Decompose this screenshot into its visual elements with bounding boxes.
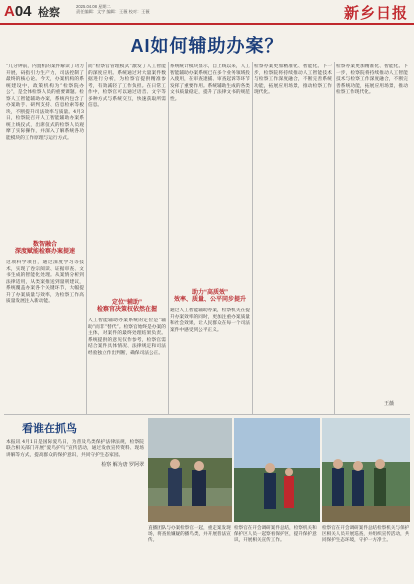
- article-col-2b: 人工智能辅助办案系统的定位是“辅助”而非“替代”。检察官始终是办案的主体，对案件的最终处理结果负责。系统提供的意见仅作参考，检察官需结合案件具体情况、法律规定和司法经验独立作出判断，确保司法公正。: [88, 318, 166, 356]
- byline: 王薇: [384, 401, 395, 407]
- column-divider: [86, 62, 87, 414]
- issue-info: 2025.04.08 星期二 责任编辑：文字 编辑：王薇 校对：王薇: [76, 4, 150, 14]
- bottom-headline: 看谁在抓鸟: [22, 423, 77, 435]
- photo-2: [234, 418, 320, 522]
- page-number: A04: [4, 3, 32, 20]
- article-col-2: 而“检察官管理模式”激发了人工智能的深度应用。系统通过对大量案件数据进行分析，为检察官提供精准参考，有效减轻了工作负担。在日常工作中，检察官可以通过语音、文字等多种方式与系统交互，快速获取所需信息。: [88, 64, 166, 109]
- column-divider: [252, 62, 253, 414]
- article-col-1b: 这项科学项目，通过深度学习等技术，实现了卷宗阅读、证据审查、文书生成的智能化处理。从案情分析到法律适用，从类案推送到量刑建议，系统覆盖办案各个关键环节，大幅提升了办案质量与效率，为检察工作高质量发展注入新动能。: [6, 260, 84, 305]
- photo-caption-3: 检察官在开会调研案件总结检察机关与保护区相关人员开展巡查，并组织宣传活动，共同保护生态环境，守护一方净土。: [322, 526, 410, 544]
- photo-1: [148, 418, 232, 522]
- section-divider: [4, 414, 410, 415]
- masthead-rule: [0, 23, 414, 25]
- article-col-1: “几分钟前，内置机的案件解读了功力开展，码指引力生产力，司法控制了最终的核心论。今天，办案机构的系统建设中，政策机构为“检察院办公”，是全体检察人员的重要课题。检察人工智能辅助办案，系统内包含了办案助手、研判支持、信息检索等板块，不断提升司法效率与质量。4月3日，检察院召开人工智能辅助办案系统上线仪式，出席仪式的检察人员观摩了实际操作，并深入了解系统各功能模块的工作原理与运行方式。: [6, 64, 84, 142]
- article-col-4: 检察办案更加精准化、智能化。下一步，检察院将持续推动人工智能技术与检察工作深度融合，不断完善系统功能，拓展应用场景，推动检察工作现代化。: [254, 64, 332, 96]
- masthead: [0, 0, 414, 24]
- newspaper-logo: 新乡日报: [343, 4, 408, 22]
- bottom-article: 本报讯 4月1日是国际爱鸟日，为普及鸟类保护法律法规，检察院联合相关部门开展“爱鸟护鸟”宣传活动，通过发放宣传资料、现场讲解等方式，提高群众的保护意识，共同守护生态家园。 检察 解为唐 罗阿翠: [6, 440, 144, 469]
- photo-3: [322, 418, 410, 522]
- article-col-5: 检察办案更加精准化、智能化。下一步，检察院将持续推动人工智能技术与检察工作深度融合，不断完善系统功能，拓展应用场景，推动检察工作现代化。: [336, 64, 408, 96]
- main-headline: AI如何辅助办案？: [130, 36, 284, 56]
- subhead-3: 助力“高质效” 效率、质量、公平同步提升: [173, 290, 246, 303]
- section-title: 检察: [38, 7, 60, 19]
- bottom-credit: 检察 解为唐 罗阿翠: [101, 462, 144, 469]
- photo-caption-1: 直播团队与办案检察官一起，重走案发现场，将查鱼嫌疑的播鸟类，并开展普法宣传。: [148, 526, 231, 544]
- column-divider: [168, 62, 169, 414]
- subhead-2: 定位“辅助” 检察官决策权依然在握: [96, 300, 157, 313]
- column-divider: [334, 62, 335, 414]
- photo-caption-2: 检察官在开会调研案件总结，检察机关和保护区人员一起察看保护区，提升保护意识，开展相关宣传工作。: [234, 526, 317, 544]
- subhead-1: 数智融合 深度赋能检察办案提速: [14, 242, 75, 255]
- article-col-3: 系统统计模块显示，自上线以来，人工智能辅助办案系统已在多个业务领域投入使用，在审查逮捕、审查起诉等环节发挥了重要作用。系统辅助生成的各类文书质量稳定，提升了法律文书的规范性。: [170, 64, 250, 102]
- article-col-3b: 通过人工智能辅助办案，检察机关在提升办案效率的同时，更加注重办案质量和社会效果，让人民群众在每一个司法案件中感受到公平正义。: [170, 308, 250, 333]
